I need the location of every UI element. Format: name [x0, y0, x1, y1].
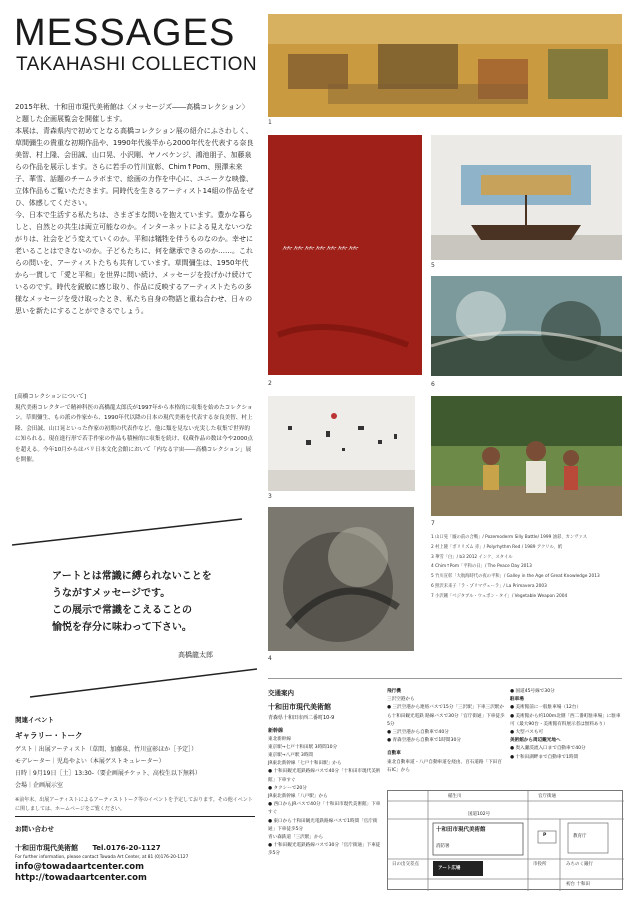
page-title: MESSAGES: [14, 12, 236, 54]
artwork-image-5: [431, 135, 622, 260]
intro-paragraph: 2015年秋、十和田市現代美術館は〈メッセージズ――高橋コレクション〉と題した企画展覧会を開催します。: [15, 103, 249, 123]
divider: [15, 816, 255, 817]
collection-heading: [高橋コレクションについて]: [15, 394, 87, 400]
access-line: ● 三沢空港から連絡バスで15分「三沢駅」下車三沢駅から十和田観光電鉄 路線バスで30分「官庁街通」下車徒歩5分: [387, 705, 505, 727]
access-block: [268, 688, 383, 859]
map-label: 教育庁: [573, 834, 587, 839]
artwork-image-4: [268, 507, 414, 651]
event-date: 日時｜9月19日［土］13:30-（要企画展チケット、高校生以下無料）: [15, 770, 201, 777]
caption: 3 華雪「白」/ b3 2012 インク、スタイル: [431, 554, 513, 560]
figure-number: 1: [268, 119, 272, 126]
figure-number: 2: [268, 380, 272, 387]
contact-url[interactable]: http://towadaartcenter.com: [15, 873, 147, 883]
svg-text:⺮⺮⺮⺮⺮⺮⺮: ⺮⺮⺮⺮⺮⺮⺮: [282, 245, 359, 258]
access-line: ● 西口からJRバスで40分「十和田市現代美術館」下車すぐ: [268, 802, 381, 816]
map-label: 初台 十和田: [566, 882, 590, 887]
access-line: JR東北新幹線「七戸十和田駅」から: [268, 761, 342, 767]
air-heading: 飛行機: [387, 689, 401, 694]
access-line: JR東北新幹線「八戸駅」から: [268, 793, 328, 799]
intro-paragraph: 本展は、青森県内で初めてとなる高橋コレクション展の紹介にふさわしく、草間彌生の貴重な初期作品や、1990年代後半から2000年代を代表する奈良美智、村上隆、会田誠、山口晃、小沢剛、ヤノベケンジ、鴻池朋子、加藤泉らの作品を展示します。さらに若手の竹川宣彰、Chim↑Pom、照澤未来子、華雪、話題のチームラボまで、絵画の力作を中心に、ユニークな映像、立体作品もご覧いただきます。同時代を生きるアーティスト14組の作品をぜひ、体感してください。: [15, 127, 254, 207]
access-line: ● 美術館から約100m北側「西二番町駐車場」に駐車可（最大90台・美術館有料展示者は無料あり）: [510, 713, 621, 727]
artwork-image-2: [268, 135, 422, 375]
map-museum-label: 十和田市現代美術館: [436, 827, 486, 833]
access-line: ● タクシーで20分: [268, 785, 307, 791]
contact-section-label: お問い合わせ: [15, 825, 54, 833]
quote-line: この展示で常識をこえることの: [52, 605, 192, 616]
event-section-label: 関連イベント: [15, 716, 54, 724]
divider: [268, 678, 622, 679]
contact-tel[interactable]: Tel.0176-20-1127: [92, 844, 161, 852]
intro-text: [15, 101, 255, 317]
map-label: みちのく銀行: [566, 862, 593, 867]
event-note: ※前年末、出展アーティストによるアーティストトーク等のイベントを予定しております。その他イベントに関しましては、ホームページをご覧ください。: [15, 797, 253, 812]
contact-block: [15, 824, 255, 883]
caption: 2 村上隆「ポリリズム 赤」/ Polyrhythm Red / 1989 アクリル、紙: [431, 544, 563, 550]
caption: 6 照沢未来子「ラ・プリマヴェーラ」/ La Primavera 2003: [431, 583, 547, 589]
quote-line: うながすメッセージです。: [52, 588, 171, 599]
car-heading: 自動車: [387, 751, 401, 757]
event-title: ギャラリー・トーク: [15, 731, 83, 740]
map-label: 日の出交差点: [392, 862, 419, 867]
figure-number: 4: [268, 655, 272, 662]
event-block: [15, 715, 255, 813]
shinkansen-heading: 新幹線: [268, 728, 284, 734]
access-line: 東北自動車道・八戸自動車道を経由、百石道路「下田百石IC」から: [387, 759, 502, 773]
map-label: 国道102号: [468, 812, 491, 817]
access-line: ● 青森空港から自動車で1時間30分: [387, 738, 461, 744]
caption-list: [431, 533, 622, 602]
contact-english: For further information, please contact Towada Art Center, at 81 (0)176-20-1127: [15, 855, 189, 860]
map-label: 市役所: [533, 862, 547, 867]
access-line: ● 国道45号線で30分: [510, 689, 555, 694]
access-line: 東京駅→七戸十和田駅 3時間10分: [268, 744, 338, 750]
caption: 7 小沢剛「ベジタブル・ウェポン・タイ」/ Vegetable Weapon 2004: [431, 593, 568, 599]
contact-name: 十和田市現代美術館: [15, 844, 78, 852]
map-label: アート広場: [438, 866, 461, 871]
caption: 1 山口晃「厩の前の合戦」/ Pozemoderm Silly Battle/ 1999 油彩、カンヴァス: [431, 535, 588, 540]
access-line: ● 十和田湖畔まで自動車で1時間: [510, 754, 579, 760]
access-line: 美術館から周辺観光地へ: [510, 738, 561, 744]
access-air-block: [387, 688, 505, 775]
quote-author: 高橋龍太郎: [178, 651, 213, 659]
access-line: 青い森鉄道「三沢駅」から: [268, 834, 324, 840]
caption: 4 Chim↑Pom「平和の日」/ The Peace Day 2013: [431, 564, 532, 570]
artwork-image-6: [431, 276, 622, 376]
intro-paragraph: 今、日本で生活する私たちは、さまざまな問いを抱えています。豊かな暮らしと、自然との共生は両立可能なのか。インターネットによる見えないつながりは、社会をどう変えていくのか。平和は犠牲を伴うものなのか。幸せに老いることはできないのか。子どもたちに、何を継承できるのか……。これらの問いを、アーティストたちも共有しています。草間彌生は、1950年代から一貫して「愛と平和」を世界に問い続け、メッセージを投げかけ続けているのです。時代を鋭敏に感じ取り、作品に反映するアーティストたちの多様なメッセージを受け取ったとき、私たち自身の物語と重ね合わせ、日々の思いを新たにすることができるでしょう。: [15, 211, 253, 315]
artwork-image-3: [268, 396, 415, 491]
map-label: 稲生川: [448, 794, 462, 799]
access-museum: 十和田市現代美術館: [268, 703, 331, 711]
map-label: 消防署: [436, 844, 450, 849]
artwork-image-7: [431, 396, 622, 516]
access-line: ● 東口から十和田観光電鉄路線バスで1時間「官庁街通」下車徒歩5分: [268, 818, 378, 832]
quote-line: アートとは常識に縛られないことを: [52, 571, 212, 582]
caption: 5 竹川宣彰「大航海時代の夜の平和」/ Galley in the Age of Great Knowledge 2013: [431, 574, 600, 580]
access-line: ● 大型バスも可: [510, 730, 544, 736]
figure-number: 7: [431, 520, 435, 527]
access-line: 東京駅→八戸駅 3時間: [268, 752, 313, 758]
collection-info: [15, 392, 255, 466]
page-subtitle: TAKAHASHI COLLECTION: [16, 54, 257, 75]
figure-number: 5: [431, 262, 435, 269]
access-line: ● 三沢空港から自動車で40分: [387, 730, 449, 736]
quote-line: 愉悦を存分に味わって下さい。: [52, 622, 192, 633]
event-venue: 会場｜企画展示室: [15, 782, 64, 789]
access-line: ● 奥入瀬渓流入口まで自動車で40分: [510, 746, 586, 752]
access-line: 駐車場: [510, 697, 524, 703]
access-map: [387, 790, 623, 890]
quote: [52, 568, 212, 636]
access-line: ● 美術館前に一般駐車場（12台）: [510, 705, 582, 711]
contact-email[interactable]: info@towadaartcenter.com: [15, 862, 144, 872]
access-section-label: 交通案内: [268, 689, 294, 697]
access-line: ● 十和田観光電鉄路線バスで30分「官庁街通」下車徒歩5分: [268, 843, 381, 857]
access-right-block: [510, 688, 625, 762]
collection-text: 現代美術コレクターで精神科医の高橋龍太郎氏が1997年から本格的に収集を始めたコレクション。草間彌生、もの派の作家から、1990年代以降の日本の現代美術を代表する奈良美智、村上隆、会田誠、山口晃といった作家の初期の代表作など、他に類を見ない充実した収集で世界的に知られる。現在進行形で若手作家の作品も積極的に収集を続け、収蔵作品の数は今や2000点を超える。今年10月からはパリ日本文化会館において「内なる宇宙――高橋コレクション」展を開催。: [15, 404, 253, 463]
figure-number: 3: [268, 493, 272, 500]
event-moderator: モデレーター｜児島やよい（本展ゲストキュレーター）: [15, 758, 165, 765]
map-parking-icon: P: [543, 833, 547, 838]
access-line: ● 十和田観光電鉄路線バスで40分「十和田市現代美術館」下車すぐ: [268, 769, 381, 783]
access-address: 青森県十和田市西二番町10-9: [268, 715, 335, 721]
artwork-image-1: [268, 14, 622, 117]
map-label: 官庁街通: [538, 794, 556, 799]
figure-number: 6: [431, 381, 435, 388]
event-guest: ゲスト｜出展アーティスト（草間、加藤泉、竹川宣彰ほか［予定］）: [15, 746, 198, 753]
access-line: 三沢空港から: [387, 697, 415, 703]
access-line: 東北新幹線: [268, 736, 291, 742]
